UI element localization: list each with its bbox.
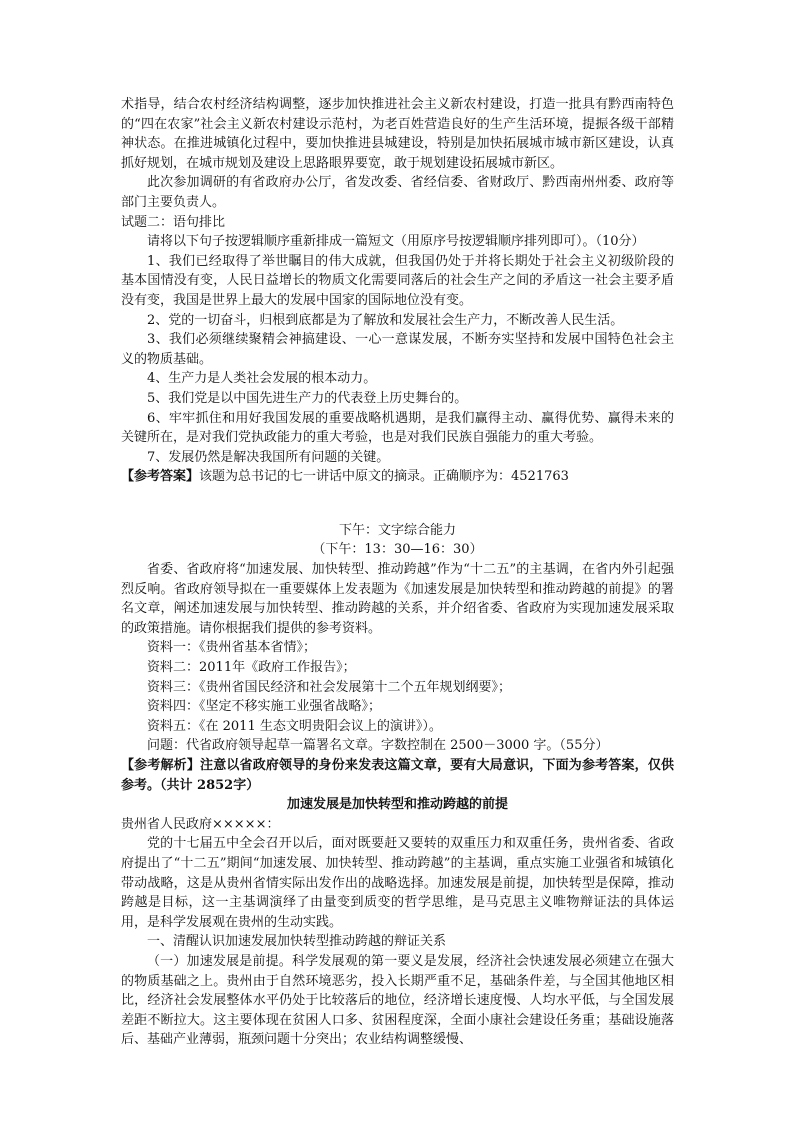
- sentence-4: 4、生产力是人类社会发展的根本动力。: [147, 371, 377, 387]
- article-title: 加速发展是加快转型和推动跨越的前提: [286, 797, 508, 813]
- material-3: 资料三：《贵州省国民经济和社会发展第十二个五年规划纲要》；: [147, 679, 512, 695]
- sentence-1: 1、我们已经取得了举世瞩目的伟大成就，但我国仍处于并将长期处于社会主义初级阶段的基本国情没有变，人民日益增长的物质文化需要同落后的社会生产之间的矛盾这一社会主要矛盾没有变，我国是世界上最大的发展中国家的国际地位没有变。: [121, 253, 674, 308]
- sentence-6: 6、牢牢抓住和用好我国发展的重要战略机遇期，是我们赢得主动、赢得优势、赢得未来的关键所在，是对我们党执政能力的重大考验，也是对我们民族自强能力的重大考验。: [121, 410, 674, 446]
- continued-paragraph: 术指导，结合农村经济结构调整，逐步加快推进社会主义新农村建设，打造一批具有黔西南特色的“四在农家”社会主义新农村建设示范村，为老百姓营造良好的生产生活环境，提振各级干部精神状态。在推进城镇化过程中，要加快推进县城建设，特别是加快拓展城市城市新区建设，认真抓好规划，在城市规划及建设上思路眼界要宽，敢于规划建设拓展城市新区。: [121, 97, 674, 171]
- afternoon-time: （下午：13：30—16：30）: [312, 542, 483, 558]
- answer-label: 【参考答案】: [121, 469, 200, 485]
- question2-heading: 试题二：语句排比: [121, 214, 226, 230]
- article-section-1-heading: 一、清醒认识加速发展加快转型推动跨越的辩证关系: [147, 934, 447, 950]
- afternoon-heading: 下午：文字综合能力: [338, 522, 456, 538]
- material-5: 资料五：《在 2011 生态文明贵阳会议上的演讲》）。: [147, 718, 442, 734]
- spacer: [121, 487, 674, 521]
- material-2: 资料二：2011年《政府工作报告》；: [147, 660, 356, 676]
- reference-analysis: 【参考解析】注意以省政府领导的身份来发表这篇文章，要有大局意识，下面为参考答案，仅供参考。（共计 2852字）: [121, 758, 674, 793]
- article-paragraph-2: （一）加速发展是前提。科学发展观的第一要义是发展，经济社会快速发展必须建立在强大的物质基础之上。贵州由于自然环境恶劣，投入长期严重不足，基础条件差，与全国其他地区相比，经济社会发展整体水平仍处于比较落后的地位，经济增长速度慢、人均水平低，与全国发展差距不断拉大。这主要体现在贫困人口多、贫困程度深，全面小康社会建设任务重；基础设施落后、基础产业薄弱，瓶颈问题十分突出；农业结构调整缓慢、: [121, 953, 674, 1048]
- article-author: 贵州省人民政府×××××：: [121, 816, 280, 832]
- material-4: 资料四：《坚定不移实施工业强省战略》；: [147, 699, 382, 715]
- task-intro: 省委、省政府将“加速发展、加快转型、推动跨越”作为“十二五”的主基调，在省内外引起强烈反响。省政府领导拟在一重要媒体上发表题为《加速发展是加快转型和推动跨越的前提》的署名文章，阐述加速发展与加快转型、推动跨越的关系，并介绍省委、省政府为实现加速发展采取的政策措施。请你根据我们提供的参考资料。: [121, 562, 674, 636]
- sentence-3: 3、我们必须继续聚精会神搞建设、一心一意谋发展，不断夯实坚持和发展中国特色社会主义的物质基础。: [121, 332, 674, 367]
- task-question: 问题：代省政府领导起草一篇署名文章。字数控制在 2500－3000 字。（55分）: [147, 738, 609, 754]
- document-page: [121, 95, 674, 1050]
- question2-instruction: 请将以下句子按逻辑顺序重新排成一篇短文（用原序号按逻辑顺序排列即可）。（10分）: [147, 234, 645, 250]
- material-1: 资料一：《贵州省基本省情》；: [147, 640, 317, 656]
- sentence-5: 5、我们党是以中国先进生产力的代表登上历史舞台的。: [147, 390, 468, 406]
- reference-answer: [121, 467, 674, 487]
- article-paragraph-1: 党的十七届五中全会召开以后，面对既要赶又要转的双重压力和双重任务，贵州省委、省政府提出了“十二五”期间“加速发展、加快转型、推动跨越”的主基调，重点实施工业强省和城镇化带动战略，这是从贵州省情实际出发作出的战略选择。加速发展是前提，加快转型是保障，推动跨越是目标，这一主基调演绎了由量变到质变的哲学思维，是马克思主义唯物辩证法的具体运用，是科学发展观在贵州的生动实践。: [121, 836, 674, 930]
- answer-text: 该题为总书记的七一讲话中原文的摘录。正确顺序为：4521763: [199, 469, 569, 485]
- sentence-2: 2、党的一切奋斗，归根到底都是为了解放和发展社会生产力，不断改善人民生活。: [147, 312, 624, 328]
- participants-paragraph: 此次参加调研的有省政府办公厅，省发改委、省经信委、省财政厅、黔西南州州委、政府等部门主要负责人。: [121, 175, 674, 210]
- sentence-7: 7、发展仍然是解决我国所有问题的关键。: [147, 449, 390, 465]
